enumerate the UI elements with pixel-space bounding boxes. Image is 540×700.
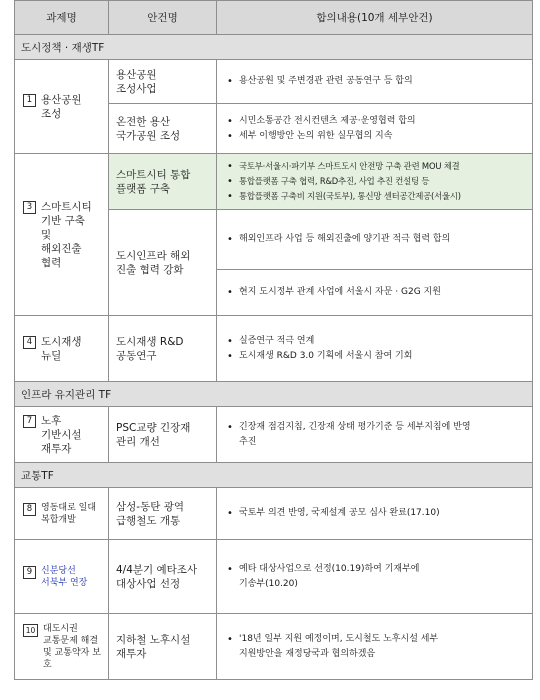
agenda-table [14, 0, 533, 680]
section-row [15, 382, 533, 407]
table-row [15, 60, 533, 104]
item-name: 지하철 노후시설 재투자 [109, 614, 217, 680]
task-name: 도시재생 뉴딜 [41, 335, 82, 362]
agreement-cell [217, 540, 533, 614]
task-cell [15, 154, 109, 316]
agreement-cell [217, 104, 533, 154]
table-row [15, 540, 533, 614]
agreement-point: • 국토부·서울시·파기부 스마트도시 안전망 구축 관련 MOU 체결 [227, 159, 526, 174]
task-name: 영동대로 일대 복합개발 [41, 502, 97, 525]
task-number: 10 [23, 624, 38, 637]
table-row [15, 488, 533, 540]
agreement-point: • '18년 일부 지원 예정이며, 도시철도 노후시설 세부 지원방안을 재정당국과 협의하겠음 [227, 632, 526, 662]
header-row [15, 1, 533, 35]
task-cell [15, 488, 109, 540]
agreement-cell [217, 614, 533, 680]
section-row [15, 463, 533, 488]
task-cell [15, 60, 109, 154]
agreement-point: • 예타 대상사업으로 선정(10.19)하여 기재부에 기송부(10.20) [227, 562, 526, 592]
agreement-point: • 도시재생 R&D 3.0 기획에 서울시 참여 기회 [227, 349, 526, 364]
table-row [15, 407, 533, 463]
agreement-point: • 세부 이행방안 논의 위한 실무협의 지속 [227, 129, 526, 144]
item-name: 도시재생 R&D 공동연구 [109, 316, 217, 382]
table-row [15, 154, 533, 210]
header-item: 안건명 [109, 1, 217, 35]
agreement-point: • 현지 도시정부 관계 사업에 서울시 자문 · G2G 지원 [227, 285, 526, 300]
agreement-cell [217, 270, 533, 316]
section-title: 교통TF [15, 463, 533, 488]
item-name: 삼성-동탄 광역 급행철도 개통 [109, 488, 217, 540]
task-number: 3 [23, 201, 36, 214]
task-number: 8 [23, 503, 36, 516]
task-name: 대도시권 교통문제 해결 및 교통약자 보호 [43, 623, 101, 670]
item-name: 스마트시티 통합 플랫폼 구축 [109, 154, 217, 210]
agreement-cell [217, 210, 533, 270]
task-number: 1 [23, 94, 36, 107]
agreement-point: • 실증연구 적극 연계 [227, 334, 526, 349]
header-agreement: 합의내용(10개 세부안건) [217, 1, 533, 35]
table-row [15, 614, 533, 680]
agreement-point: • 시민소통공간 전시컨텐츠 제공·운영협력 합의 [227, 114, 526, 129]
item-name: 온전한 용산 국가공원 조성 [109, 104, 217, 154]
task-name: 노후 기반시설 재투자 [41, 414, 82, 455]
agreement-point: • 통합플랫폼 구축비 지원(국토부), 통신망 센터공간제공(서울시) [227, 189, 526, 204]
item-name: 용산공원 조성사업 [109, 60, 217, 104]
task-cell [15, 540, 109, 614]
header-task: 과제명 [15, 1, 109, 35]
task-name: 용산공원 조성 [41, 93, 82, 120]
agreement-point: • 국토부 의견 반영, 국제설계 공모 심사 완료(17.10) [227, 506, 526, 521]
task-name: 스마트시티 기반 구축 및 해외진출 협력 [41, 200, 92, 269]
agreement-point: • 긴장재 점검지침, 긴장재 상태 평가기준 등 세부지침에 반영 추진 [227, 420, 526, 450]
task-cell [15, 614, 109, 680]
task-number: 9 [23, 566, 36, 579]
agreement-cell [217, 154, 533, 210]
task-cell [15, 407, 109, 463]
task-name: 신분당선 서북부 연장 [41, 565, 88, 588]
agreement-cell [217, 316, 533, 382]
item-name: PSC교량 긴장재 관리 개선 [109, 407, 217, 463]
agreement-cell [217, 407, 533, 463]
section-row [15, 35, 533, 60]
agreement-point: • 용산공원 및 주변경관 관련 공동연구 등 합의 [227, 74, 526, 89]
table-row [15, 316, 533, 382]
section-title: 도시정책 · 재생TF [15, 35, 533, 60]
agreement-cell [217, 60, 533, 104]
task-number: 4 [23, 336, 36, 349]
section-title: 인프라 유지관리 TF [15, 382, 533, 407]
item-name: 4/4분기 예타조사 대상사업 선정 [109, 540, 217, 614]
task-number: 7 [23, 415, 36, 428]
agreement-point: • 통합플랫폼 구축 협력, R&D추진, 사업 추진 컨설팅 등 [227, 174, 526, 189]
agreement-cell [217, 488, 533, 540]
task-cell [15, 316, 109, 382]
item-name: 도시인프라 해외 진출 협력 강화 [109, 210, 217, 316]
agreement-point: • 해외인프라 사업 등 해외진출에 양기관 적극 협력 합의 [227, 232, 526, 247]
